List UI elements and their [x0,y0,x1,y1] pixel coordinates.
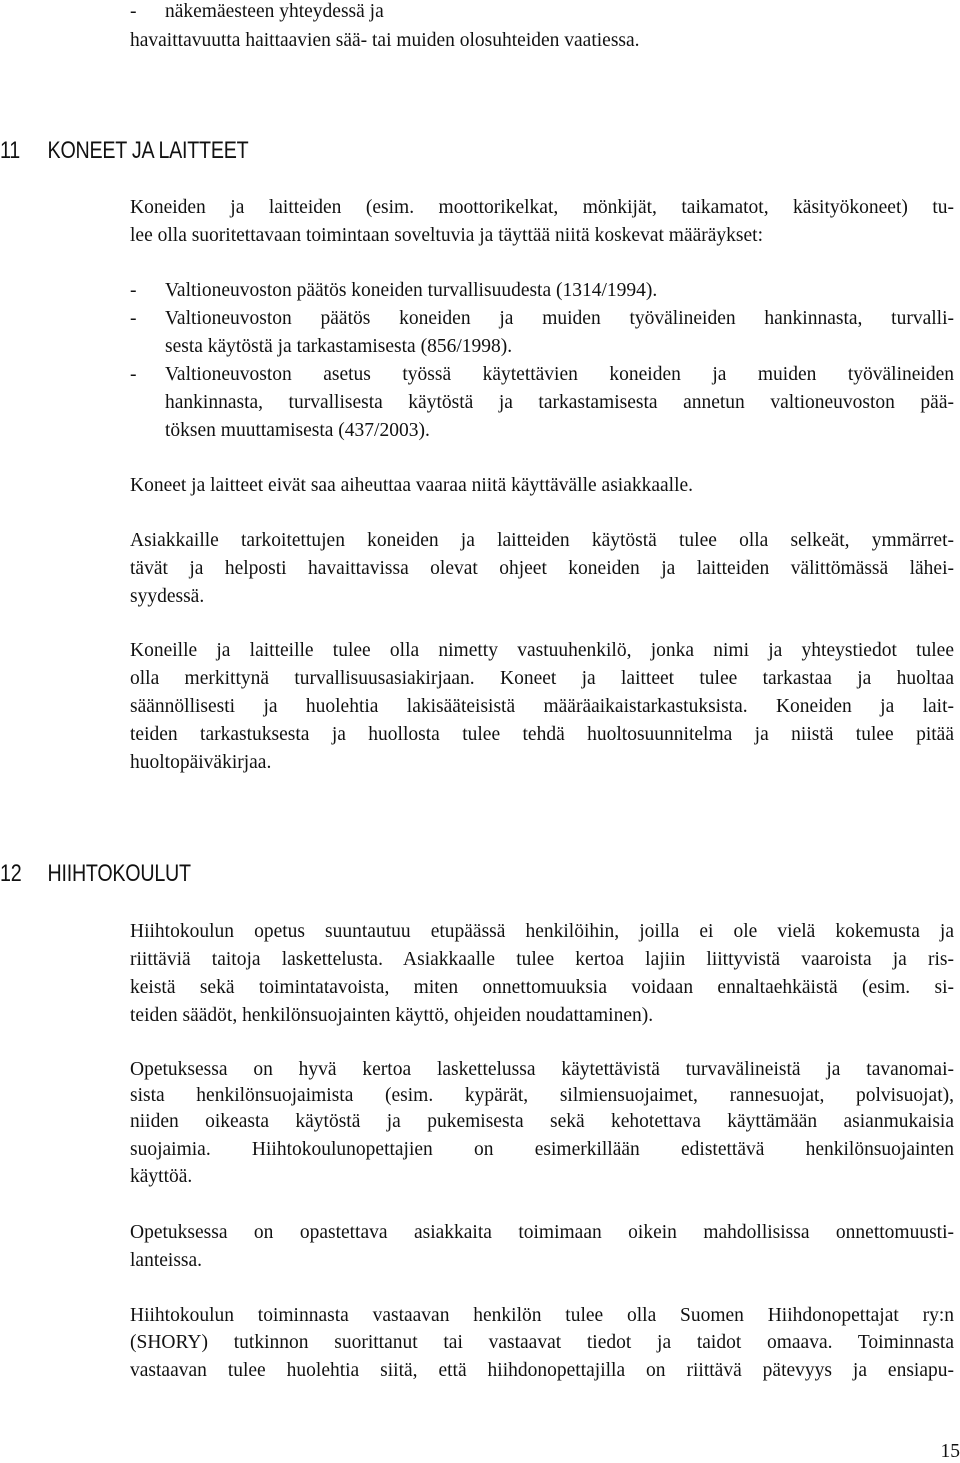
paragraph-line: olla merkittynä turvallisuusasiakirjaan. Koneet ja laitteet tulee tarkastaa ja huoltaa [130,668,954,689]
list-item-line: Valtioneuvoston päätös koneiden ja muiden työvälineiden hankinnasta, turvalli- [165,308,954,329]
list-dash: - [130,364,137,385]
paragraph-line: Hiihtokoulun opetus suuntautuu etupäässä henkilöihin, joilla ei ole vielä kokemusta ja [130,921,954,942]
paragraph-line: vastaavan tulee huolehtia siitä, että hiihdonopettajilla on riittävä pätevyys ja ensiapu- [130,1360,954,1381]
paragraph-line: suojaimia. Hiihtokoulunopettajien on esimerkillään edistettävä henkilönsuojainten [130,1139,954,1160]
list-dash: - [130,308,137,329]
paragraph-line: Koneiden ja laitteiden (esim. moottorikelkat, mönkijät, taikamatot, käsityökoneet) tu- [130,197,954,218]
list-item-line: Valtioneuvoston päätös koneiden turvallisuudesta (1314/1994). [165,280,658,301]
paragraph-line: teiden tarkastuksesta ja huollosta tulee tehdä huoltosuunnitelma ja niistä tulee pitää [130,724,954,745]
paragraph-line: Koneet ja laitteet eivät saa aiheuttaa vaaraa niitä käyttävälle asiakkaalle. [130,475,694,496]
paragraph-line: niiden oikeasta käytöstä ja pukemisesta sekä kehotettava käyttämään asianmukaisia [130,1111,954,1132]
list-dash: - [130,280,137,301]
page-number: 15 [940,1441,960,1462]
paragraph-line: riittäviä taitoja laskettelusta. Asiakkaalle tulee kertoa lajiin liittyvistä vaaroista ja ris- [130,949,954,970]
section-title: HIIHTOKOULUT [47,860,191,887]
paragraph-line: teiden säädöt, henkilönsuojainten käyttö, ohjeiden noudattaminen). [130,1005,654,1026]
paragraph-line: (SHORY) tutkinnon suorittanut tai vastaavat tiedot ja taidot omaava. Toiminnasta [130,1332,954,1353]
list-item-line: havaittavuutta haittaavien sää- tai muiden olosuhteiden vaatiessa. [130,30,640,51]
paragraph-line: huoltopäiväkirjaa. [130,752,272,773]
paragraph-line: tävät ja helposti havaittavissa olevat ohjeet koneiden ja laitteiden välittömässä lähei- [130,558,954,579]
paragraph-line: Asiakkaille tarkoitettujen koneiden ja laitteiden käytöstä tulee olla selkeät, ymmärret- [130,530,954,551]
paragraph-line: Koneille ja laitteille tulee olla nimetty vastuuhenkilö, jonka nimi ja yhteystiedot tulee [130,640,954,661]
paragraph-line: syydessä. [130,586,205,607]
paragraph-line: sista henkilönsuojaimista (esim. kypärät, silmiensuojaimet, rannesuojat, polvisuojat), [130,1085,954,1106]
paragraph-line: lanteissa. [130,1250,203,1271]
list-item-line: töksen muuttamisesta (437/2003). [165,420,430,441]
list-item-line: näkemäesteen yhteydessä ja [165,1,384,22]
paragraph-line: säännöllisesti ja huolehtia lakisääteisistä määräaikaistarkastuksista. Koneiden ja lait- [130,696,954,717]
paragraph-line: Hiihtokoulun toiminnasta vastaavan henkilön tulee olla Suomen Hiihdonopettajat ry:n [130,1305,954,1326]
list-item-line: hankinnasta, turvallisesta käytöstä ja tarkastamisesta annetun valtioneuvoston pää- [165,392,954,413]
section-number: 11 [0,137,20,164]
section-title: KONEET JA LAITTEET [47,137,249,164]
paragraph-line: keistä sekä toimintatavoista, miten onnettomuuksia voidaan ennaltaehkäistä (esim. si- [130,977,954,998]
paragraph-line: Opetuksessa on opastettava asiakkaita toimimaan oikein mahdollisissa onnettomuusti- [130,1222,954,1243]
paragraph-line: Opetuksessa on hyvä kertoa laskettelussa käytettävistä turvavälineistä ja tavanomai- [130,1059,954,1080]
list-dash: - [130,1,137,22]
paragraph-line: käyttöä. [130,1166,193,1187]
list-item-line: Valtioneuvoston asetus työssä käytettävien koneiden ja muiden työvälineiden [165,364,954,385]
paragraph-line: lee olla suoritettavaan toimintaan soveltuvia ja täyttää niitä koskevat määräykset: [130,225,763,246]
section-number: 12 [0,860,22,887]
list-item-line: sesta käytöstä ja tarkastamisesta (856/1998). [165,336,513,357]
